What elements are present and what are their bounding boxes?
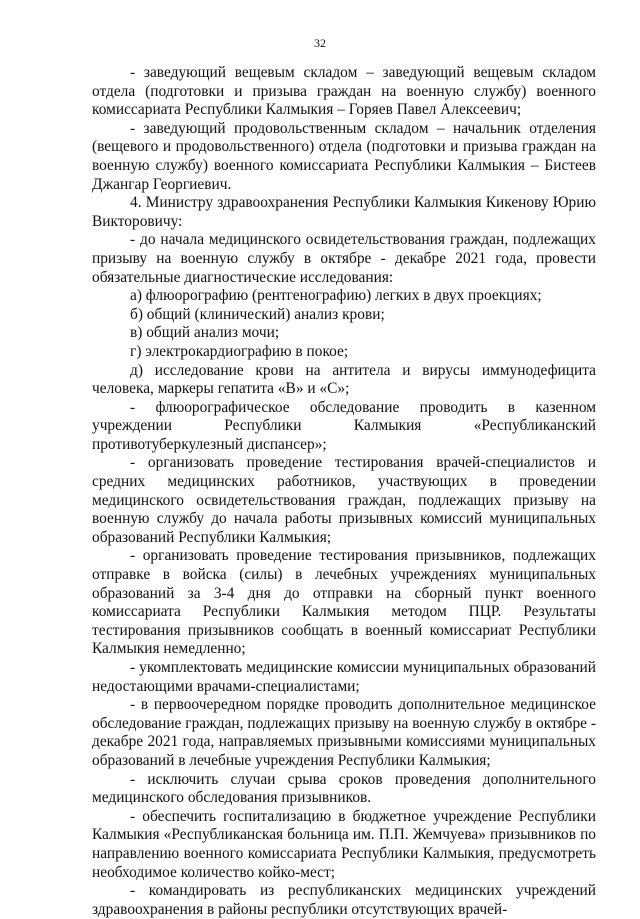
paragraph: - командировать из республиканских медицинских учреждений здравоохранения в районы республики отсутствующих врачей- bbox=[92, 882, 596, 918]
paragraph: - укомплектовать медицинские комиссии муниципальных образований недостающими врачами-специалистами; bbox=[92, 659, 596, 695]
page-number: 32 bbox=[314, 36, 326, 50]
paragraph: - заведующий продовольственным складом – начальник отделения (вещевого и продовольственного) отдела (подготовки и призыва граждан на военную службу) военного комиссариата Республики Калмыкия – Бистеев Джангар Георгиевич. bbox=[92, 119, 596, 193]
paragraph: - заведующий вещевым складом – заведующий вещевым складом отдела (подготовки и призыва граждан на военную службу) военного комиссариата Республики Калмыкия – Горяев Павел Алексеевич; bbox=[92, 64, 596, 119]
paragraph: 4. Министру здравоохранения Республики Калмыкия Кикенову Юрию Викторовичу: bbox=[92, 194, 596, 230]
list-item: в) общий анализ мочи; bbox=[130, 324, 280, 342]
paragraph: - флюорографическое обследование проводить в казенном учреждении Республики Калмыкия «Республиканский противотуберкулезный диспансер»; bbox=[92, 398, 596, 453]
document-body bbox=[92, 64, 596, 919]
paragraph: - до начала медицинского освидетельствования граждан, подлежащих призыву на военную службу в октябре - декабре 2021 года, провести обязательные диагностические исследования: bbox=[92, 231, 596, 286]
paragraph: - обеспечить госпитализацию в бюджетное учреждение Республики Калмыкия «Республиканская больница им. П.П. Жемчуева» призывников по направлению военного комиссариата Республики Калмыкия, предусмотреть необходимое количество койко-мест; bbox=[92, 807, 596, 881]
list-item: г) электрокардиографию в покое; bbox=[130, 342, 349, 360]
paragraph: - организовать проведение тестирования призывников, подлежащих отправке в войска (силы) в лечебных учреждениях муниципальных образований за 3-4 дня до отправки на сборный пункт военного комиссариата Республики Калмыкия методом ПЦР. Результаты тестирования призывников сообщать в военный комиссариат Республики Калмыкия немедленно; bbox=[92, 547, 596, 658]
paragraph: - организовать проведение тестирования врачей-специалистов и средних медицинских работников, участвующих в проведении медицинского освидетельствования граждан, подлежащих призыву на военную службу до начала работы призывных комиссий муниципальных образований Республики Калмыкия; bbox=[92, 454, 596, 546]
paragraph: - исключить случаи срыва сроков проведения дополнительного медицинского обследования призывников. bbox=[92, 770, 596, 807]
paragraph: - в первоочередном порядке проводить дополнительное медицинское обследование граждан, подлежащих призыву на военную службу в октябре - декабре 2021 года, направляемых призывными комиссиями муниципальных образований в лечебные учреждения Республики Калмыкия; bbox=[92, 696, 596, 769]
list-item: д) исследование крови на антитела и вирусы иммунодефицита человека, маркеры гепатита «В» и «С»; bbox=[92, 361, 596, 398]
list-item: б) общий (клинический) анализ крови; bbox=[130, 305, 385, 323]
list-item: а) флюорографию (рентгенографию) легких в двух проекциях; bbox=[130, 287, 542, 305]
